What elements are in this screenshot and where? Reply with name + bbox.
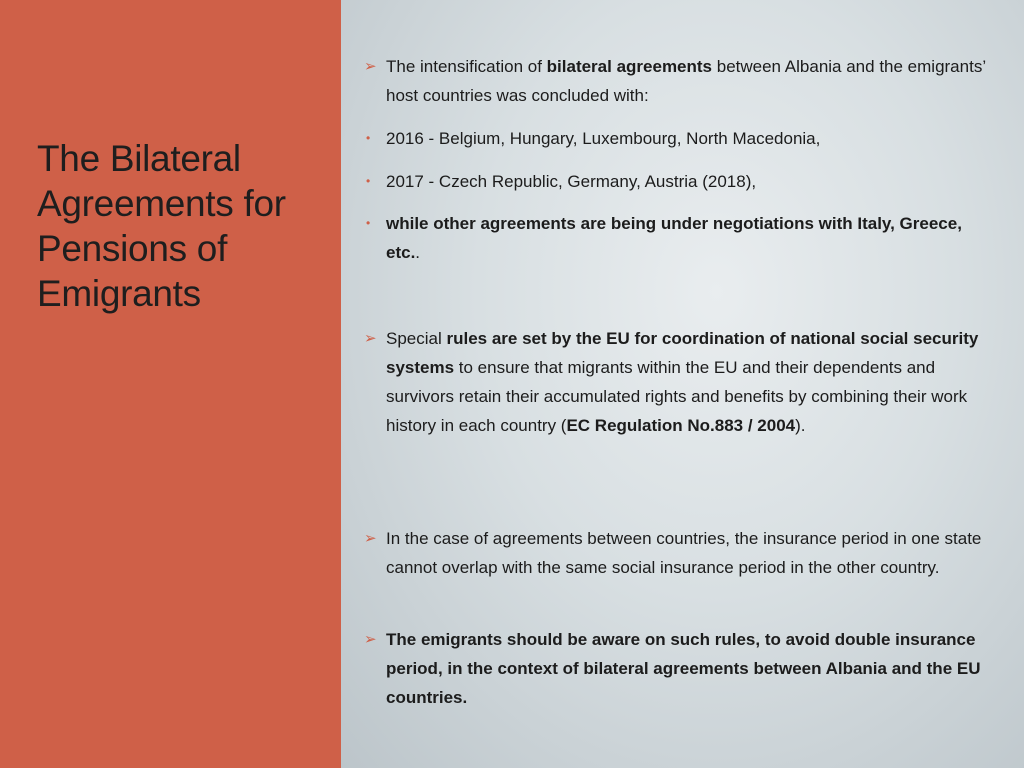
dot-bullet-icon: • bbox=[366, 216, 371, 230]
bullet-text: The intensification of bilateral agreements between Albania and the emigrants’ host countries was concluded with: bbox=[386, 57, 986, 105]
dot-bullet-icon: • bbox=[366, 131, 371, 145]
bullet-text: In the case of agreements between countries, the insurance period in one state cannot overlap with the same social insurance period in the other country. bbox=[386, 529, 982, 577]
bullet-2016-countries bbox=[364, 124, 994, 153]
bullet-negotiations bbox=[364, 209, 994, 267]
title-panel bbox=[0, 0, 341, 768]
dot-bullet-icon: • bbox=[366, 174, 371, 188]
bullet-insurance-overlap bbox=[364, 524, 994, 582]
bullet-text: Special rules are set by the EU for coordination of national social security systems to ensure that migrants within the EU and their dependents and survivors retain their accumulated rights and benefits by combining their work history in each country (EC Regulation No.883 / 2004). bbox=[386, 329, 979, 435]
bullet-text: The emigrants should be aware on such rules, to avoid double insurance period, in the context of bilateral agreements between Albania and the EU countries. bbox=[386, 630, 981, 707]
bullet-eu-rules bbox=[364, 324, 994, 440]
bullet-2017-countries bbox=[364, 167, 994, 196]
arrow-bullet-icon: ➢ bbox=[364, 58, 377, 75]
bullet-emigrant-awareness bbox=[364, 625, 994, 712]
bullet-text: 2017 - Czech Republic, Germany, Austria (2018), bbox=[386, 172, 757, 191]
arrow-bullet-icon: ➢ bbox=[364, 631, 377, 648]
slide-title: The Bilateral Agreements for Pensions of Emigrants bbox=[37, 138, 286, 314]
arrow-bullet-icon: ➢ bbox=[364, 530, 377, 547]
bullet-text: 2016 - Belgium, Hungary, Luxembourg, North Macedonia, bbox=[386, 129, 821, 148]
bullet-bilateral-agreements bbox=[364, 52, 994, 110]
bullet-text: while other agreements are being under negotiations with Italy, Greece, etc.. bbox=[386, 214, 962, 262]
content-panel bbox=[341, 0, 1024, 768]
arrow-bullet-icon: ➢ bbox=[364, 330, 377, 347]
